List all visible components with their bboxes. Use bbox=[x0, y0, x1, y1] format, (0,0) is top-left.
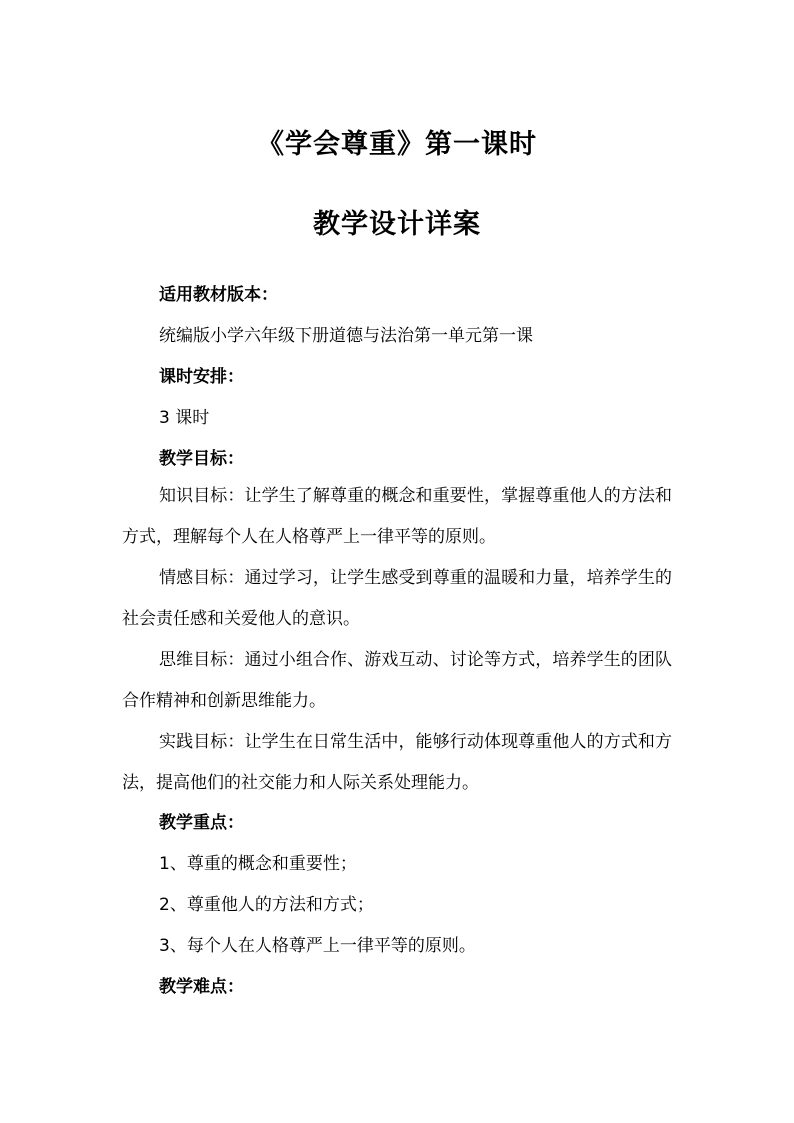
difficulties-heading: 教学难点： bbox=[159, 977, 244, 997]
schedule-heading: 课时安排： bbox=[159, 367, 244, 387]
objectives-heading: 教学目标： bbox=[159, 449, 244, 469]
objective-knowledge: 知识目标：让学生了解尊重的概念和重要性，掌握尊重他人的方法和方式，理解每个人在人格尊严上一律平等的原则。 bbox=[122, 486, 672, 547]
textbook-section bbox=[122, 285, 672, 346]
objectives-section bbox=[122, 449, 672, 804]
textbook-value: 统编版小学六年级下册道德与法治第一单元第一课 bbox=[159, 326, 533, 346]
objective-practice: 实践目标：让学生在日常生活中，能够行动体现尊重他人的方式和方法，提高他们的社交能力和人际关系处理能力。 bbox=[122, 732, 672, 793]
difficulties-section bbox=[122, 977, 672, 997]
key-points-section bbox=[122, 813, 672, 956]
schedule-value: 3 课时 bbox=[159, 408, 210, 428]
key-point-item: 1、尊重的概念和重要性； bbox=[159, 854, 357, 874]
objective-emotion: 情感目标：通过学习，让学生感受到尊重的温暖和力量，培养学生的社会责任感和关爱他人的意识。 bbox=[122, 568, 672, 629]
key-point-item: 2、尊重他人的方法和方式； bbox=[159, 895, 374, 915]
key-points-heading: 教学重点： bbox=[159, 813, 244, 833]
textbook-heading: 适用教材版本： bbox=[159, 285, 278, 305]
document-title: 《学会尊重》第一课时 bbox=[257, 129, 537, 160]
objective-thinking: 思维目标：通过小组合作、游戏互动、讨论等方式，培养学生的团队合作精神和创新思维能力。 bbox=[122, 650, 672, 711]
key-point-item: 3、每个人在人格尊严上一律平等的原则。 bbox=[159, 936, 476, 956]
document-subtitle: 教学设计详案 bbox=[313, 209, 481, 240]
schedule-section bbox=[122, 367, 672, 428]
